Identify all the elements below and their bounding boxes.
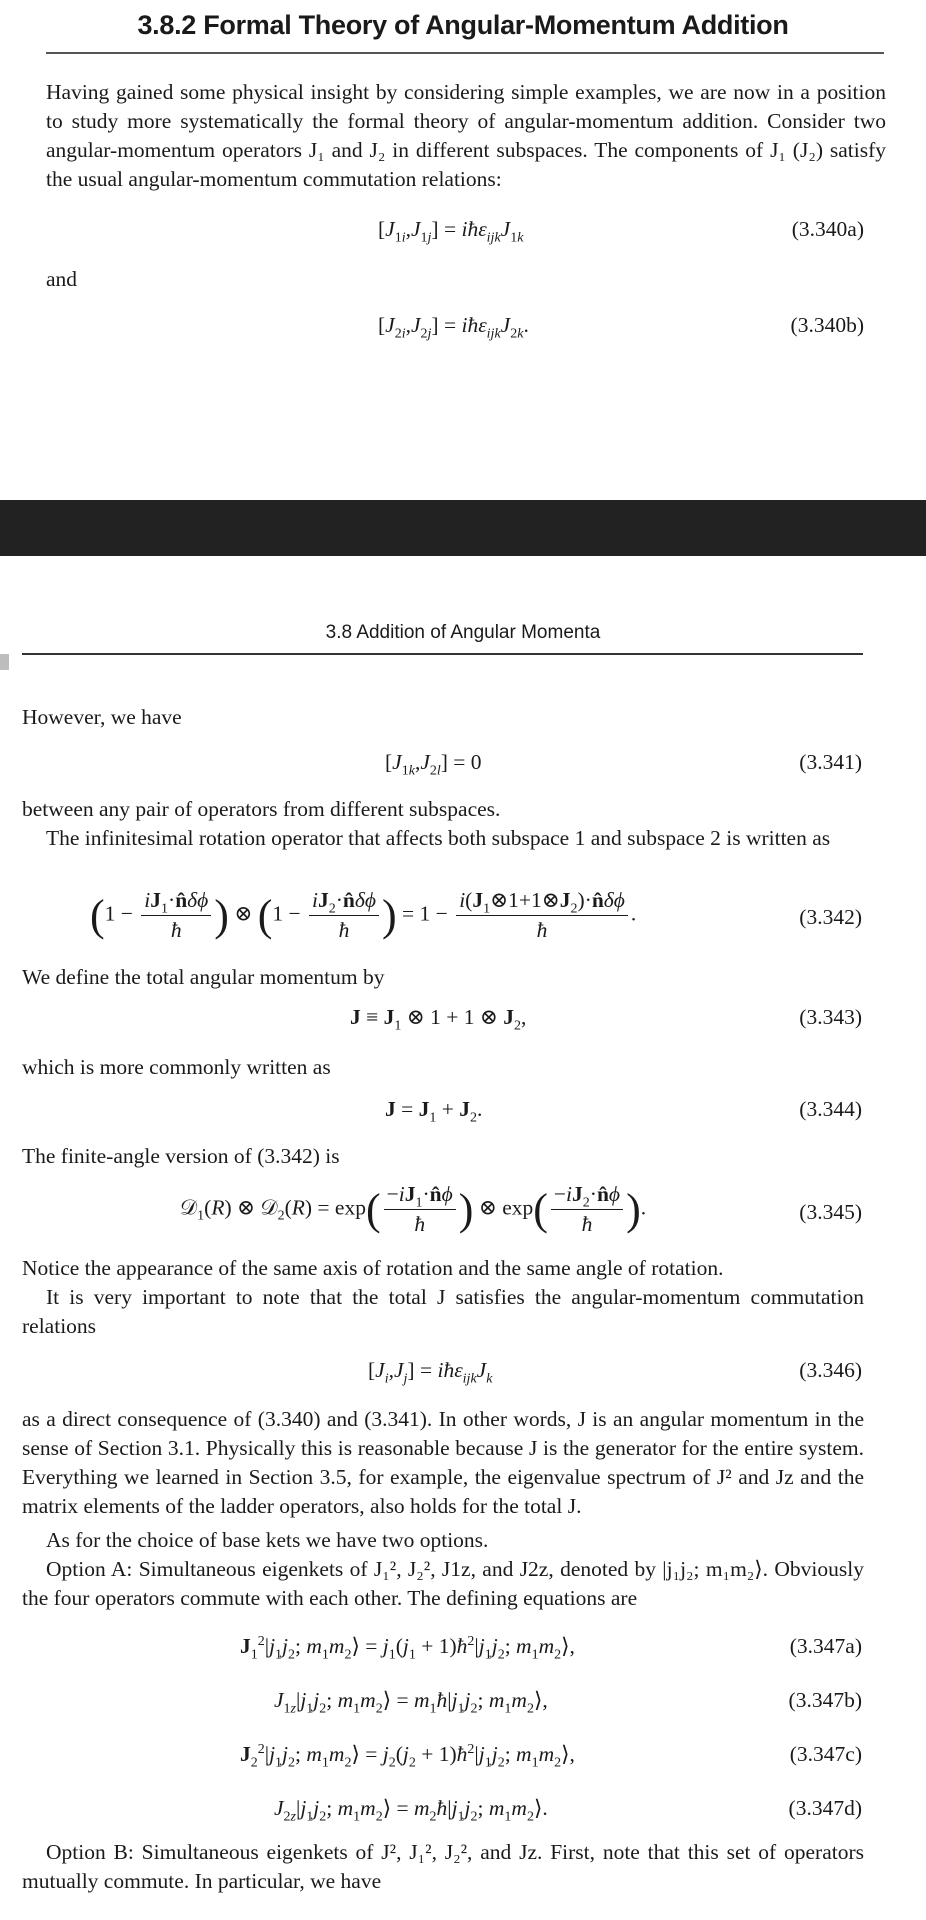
equation-340a: $[J_{1i},J_{1j}]$ = $iħ\varepsilon_{ijk}J_{1k}$ — [378, 217, 524, 246]
equation-number-344: (3.344) — [799, 1097, 862, 1121]
infinitesimal-paragraph: The infinitesimal rotation operator that affects both subspace 1 and subspace 2 is written as — [46, 826, 831, 850]
equation-347d: $J_{2z}|j_1j_2$; $m_1m_2⟩$ = $m_2ħ|j_1j_2$; $m_1m_2⟩$. — [274, 1796, 548, 1825]
heading-rule — [46, 52, 884, 54]
equation-number-347d: (3.347d) — [788, 1796, 862, 1820]
finite-text: The finite-angle version of (3.342) is — [22, 1144, 340, 1168]
equation-345: 𝒟$_1$(R) ⊗ 𝒟$_2$(R) = exp( $\frac{-iJ_1\cdot n̂\phi}{ħ}$ ) ⊗ exp( $\frac{-iJ_2\cdot n̂\phi}{ħ}$ ). — [180, 1182, 647, 1236]
equation-number-347c: (3.347c) — [789, 1742, 862, 1766]
page-edge-mark — [0, 654, 9, 670]
equation-number-340b: (3.340b) — [790, 313, 864, 337]
running-head-rule — [22, 653, 863, 655]
equation-number-347b: (3.347b) — [788, 1688, 862, 1712]
equation-347a: $J_1^2|j_1j_2$; $m_1m_2⟩ = j_1(j_1$ + $1)ħ^2|j_1j_2$; $m_1m_2⟩$, — [240, 1633, 575, 1663]
equation-number-342: (3.342) — [799, 905, 862, 929]
equation-340b: $[J_{2i},J_{2j}]$ = $iħ\varepsilon_{ijk}J_{2k}$. — [378, 313, 529, 342]
equation-346: $[J_i,J_j]$ = $iħ\varepsilon_{ijk}J_k$ — [368, 1358, 493, 1387]
and-word: and — [46, 267, 78, 291]
choice-text: As for the choice of base kets we have two options. — [46, 1528, 489, 1552]
option-b-paragraph: Option B: Simultaneous eigenkets of J², J₁², J₂², and Jz. First, note that this set of operators mutually commute. In particular, we have — [22, 1840, 864, 1893]
equation-347b: $J_{1z}|j_1j_2$; $m_1m_2⟩$ = $m_1ħ|j_1j_2$; $m_1m_2⟩$, — [274, 1688, 548, 1717]
important-paragraph: It is very important to note that the total J satisfies the angular-momentum commutation relations — [22, 1285, 864, 1338]
however-text: However, we have — [22, 705, 182, 729]
notice-text: Notice the appearance of the same axis of rotation and the same angle of rotation. — [22, 1256, 724, 1280]
intro-paragraph: Having gained some physical insight by considering simple examples, we are now in a position to study more systematically the formal theory of angular-momentum addition. Consider two angular-momentum operators J₁ and J₂ in different subspaces. The components of J₁ (J₂) satisfy the usual angular-momentum commutation relations: — [46, 80, 886, 191]
equation-number-346: (3.346) — [799, 1358, 862, 1382]
page-separator-bar — [0, 500, 926, 556]
equation-number-343: (3.343) — [799, 1005, 862, 1029]
define-text: We define the total angular momentum by — [22, 965, 385, 989]
equation-347c: $J_2^2|j_1j_2$; $m_1m_2⟩ = j_2(j_2$ + $1)ħ^2|j_1j_2$; $m_1m_2⟩$, — [240, 1741, 575, 1771]
equation-342: (1 − $\frac{iJ_1\cdot n̂\delta\phi}{ħ}$ ) ⊗ (1 − $\frac{iJ_2\cdot n̂\delta\phi}{ħ}$ ) = 1 − $\frac{i(J_1\otimes 1+1\otimes J_2)\cdot n̂\delta\phi}{ħ}$ . — [90, 888, 637, 942]
equation-344: $J = J_1 + J_2$. — [385, 1097, 483, 1126]
equation-341: $[J_{1k},J_{2l}] = 0$ — [385, 750, 482, 779]
commonly-text: which is more commonly written as — [22, 1055, 331, 1079]
running-head: 3.8 Addition of Angular Momenta — [325, 622, 601, 643]
equation-number-347a: (3.347a) — [789, 1634, 862, 1658]
section-heading: 3.8.2 Formal Theory of Angular-Momentum Addition — [137, 10, 789, 40]
consequence-paragraph: as a direct consequence of (3.340) and (3.341). In other words, J is an angular momentum in the sense of Section 3.1. Physically this is reasonable because J is the generator for the entire system. Everything we learned in Section 3.5, for example, the eigenvalue spectrum of J² and Jz and the matrix elements of the ladder operators, also holds for the total J. — [22, 1407, 864, 1518]
between-text: between any pair of operators from different subspaces. — [22, 797, 501, 821]
equation-number-340a: (3.340a) — [791, 217, 864, 241]
equation-number-341: (3.341) — [799, 750, 862, 774]
equation-number-345: (3.345) — [799, 1200, 862, 1224]
equation-343: $J \equiv J_1$ ⊗ 1 + 1 ⊗ $J_2$, — [350, 1005, 527, 1034]
option-a-paragraph: Option A: Simultaneous eigenkets of J₁², J₂², J1z, and J2z, denoted by |j₁j₂; m₁m₂⟩. Obviously the four operators commute with each other. The defining equations are — [22, 1557, 864, 1610]
